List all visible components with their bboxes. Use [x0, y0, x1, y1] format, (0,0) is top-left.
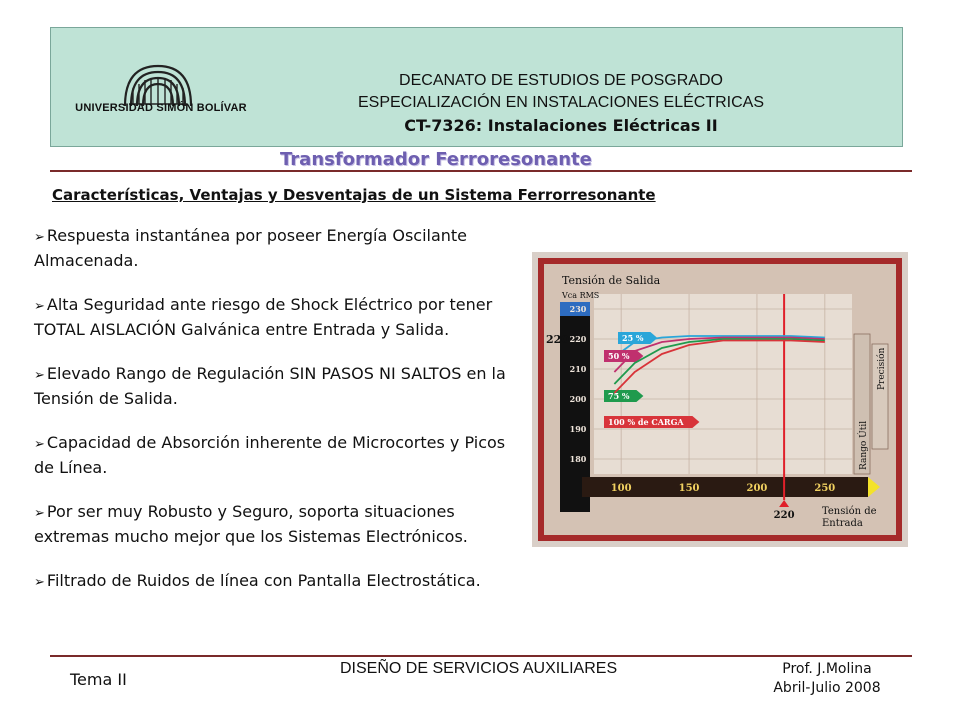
- arrow-bullet-icon: ➢: [34, 575, 45, 590]
- bullet-item: [34, 224, 524, 272]
- x-tick-label: 250: [814, 483, 836, 494]
- course-name: DISEÑO DE SERVICIOS AUXILIARES: [340, 660, 618, 677]
- series-label: 100 % de CARGA: [608, 417, 684, 427]
- useful-range-label: Rango Útil: [859, 420, 869, 470]
- bullet-text: Filtrado de Ruidos de línea con Pantalla Electrostática.: [46, 571, 481, 590]
- regulation-chart-svg: [532, 252, 908, 547]
- y-tick-label: 230: [569, 304, 587, 314]
- bullet-text: Elevado Rango de Regulación SIN PASOS NI SALTOS en la Tensión de Salida.: [34, 364, 506, 408]
- bullet-text: Alta Seguridad ante riesgo de Shock Eléctrico por tener TOTAL AISLACIÓN Galvánica entre Entrada y Salida.: [34, 295, 493, 339]
- professor-name: Prof. J.Molina: [782, 661, 872, 677]
- bullet-item: [34, 362, 524, 410]
- y-marker-label: 220: [546, 333, 569, 346]
- y-tick-label: 200: [569, 394, 587, 404]
- bullet-item: [34, 569, 524, 594]
- slide-subtitle: Características, Ventajas y Desventajas de un Sistema Ferrorresonante: [52, 186, 656, 204]
- university-name: UNIVERSIDAD SIMÓN BOLÍVAR: [75, 102, 247, 114]
- bullet-item: [34, 500, 524, 548]
- y-tick-label: 180: [569, 454, 587, 464]
- regulation-chart: [532, 252, 908, 547]
- bottom-divider: [50, 655, 912, 657]
- plot-area: [594, 294, 888, 474]
- precision-label: Precisión: [877, 347, 887, 390]
- author-block: [762, 660, 892, 698]
- x-tick-label: 150: [678, 483, 700, 494]
- series-label: 25 %: [622, 333, 644, 343]
- chart-title: Tensión de Salida: [562, 274, 661, 287]
- y-tick-label: 190: [569, 424, 587, 434]
- y-tick-label: 210: [569, 364, 587, 374]
- series-label: 50 %: [608, 351, 630, 361]
- top-divider: [50, 170, 912, 172]
- series-label: 75 %: [608, 391, 630, 401]
- arrow-bullet-icon: ➢: [34, 299, 45, 314]
- specialization-line: ESPECIALIZACIÓN EN INSTALACIONES ELÉCTRICAS: [357, 94, 765, 111]
- dean-office-line: DECANATO DE ESTUDIOS DE POSGRADO: [399, 72, 723, 89]
- bullet-text: Por ser muy Robusto y Seguro, soporta situaciones extremas mucho mejor que los Sistemas Electrónicos.: [34, 502, 468, 546]
- y-axis-label: Vca RMS: [562, 291, 600, 300]
- bullet-item: [34, 293, 524, 341]
- topic-label: Tema II: [70, 670, 127, 689]
- bullet-list: [34, 224, 524, 615]
- arrow-bullet-icon: ➢: [34, 368, 45, 383]
- x-tick-label: 200: [746, 483, 768, 494]
- course-code-line: CT-7326: Instalaciones Eléctricas II: [404, 116, 718, 135]
- x-marker-label: 220: [773, 510, 795, 521]
- arrow-bullet-icon: ➢: [34, 437, 45, 452]
- x-axis-label: Tensión de Entrada: [822, 506, 877, 529]
- bullet-item: [34, 431, 524, 479]
- term-label: Abril-Julio 2008: [773, 680, 881, 696]
- x-tick-label: 100: [610, 483, 632, 494]
- slide-title: Transformador Ferroresonante: [280, 149, 592, 170]
- y-tick-label: 220: [569, 334, 587, 344]
- university-logo-icon: [63, 48, 253, 128]
- plot-background: [594, 294, 852, 474]
- header-banner: [50, 27, 903, 147]
- arrow-bullet-icon: ➢: [34, 230, 45, 245]
- bullet-text: Capacidad de Absorción inherente de Microcortes y Picos de Línea.: [34, 433, 506, 477]
- bullet-text: Respuesta instantánea por poseer Energía Oscilante Almacenada.: [34, 226, 468, 270]
- arrow-bullet-icon: ➢: [34, 506, 45, 521]
